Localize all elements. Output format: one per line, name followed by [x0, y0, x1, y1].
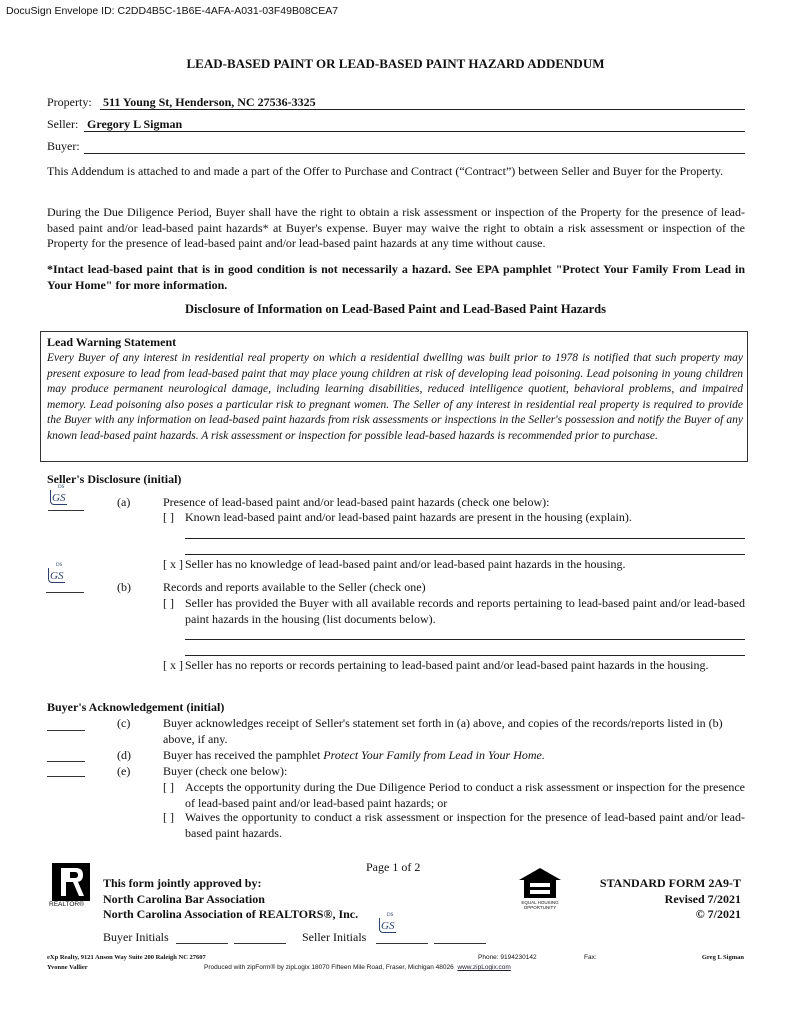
- item-b-label: (b): [117, 580, 131, 594]
- equal-housing-text: EQUAL HOUSING OPPORTUNITY: [521, 900, 559, 910]
- approved-line-3: North Carolina Association of REALTORS®, Inc.: [103, 907, 359, 921]
- envelope-id: DocuSign Envelope ID: C2DD4B5C-1B6E-4AFA-A031-03F49B08CEA7: [6, 5, 339, 17]
- agency-fax: Fax:: [584, 954, 597, 961]
- item-d-label: (d): [117, 748, 131, 762]
- seller-initials-field-1[interactable]: DS GS: [381, 913, 395, 932]
- item-e-label: (e): [117, 764, 131, 778]
- item-b-text: Records and reports available to the Seller (check one): [163, 580, 426, 594]
- buyer-initials-field-2[interactable]: [234, 943, 286, 944]
- checkbox-a1[interactable]: [ ]: [163, 510, 174, 524]
- item-c-label: (c): [117, 716, 131, 730]
- buyer-field[interactable]: [84, 139, 745, 154]
- checkbox-e2[interactable]: [ ]: [163, 810, 174, 824]
- realtor-icon: [49, 862, 95, 902]
- approved-line-1: This form jointly approved by:: [103, 876, 262, 890]
- buyer-initials-label: Buyer Initials: [103, 930, 169, 944]
- property-field[interactable]: [100, 95, 745, 110]
- lead-warning-heading: Lead Warning Statement: [47, 335, 177, 349]
- ziplogix-link[interactable]: www.zipLogix.com: [457, 964, 511, 971]
- explain-line-1[interactable]: [185, 538, 745, 539]
- form-copyright: © 7/2021: [695, 907, 741, 921]
- documents-line-1[interactable]: [185, 639, 745, 640]
- zipform-produced: Produced with zipForm® by zipLogix 18070 Fifteen Mile Road, Fraser, Michigan 48026 www.zipLogix.com: [204, 964, 511, 971]
- checkbox-a2[interactable]: [ x ]: [163, 557, 183, 571]
- seller-initials-signature: GS: [52, 492, 66, 504]
- item-a2-text: Seller has no knowledge of lead-based paint and/or lead-based paint hazards in the housing.: [185, 557, 626, 571]
- document-title: LEAD-BASED PAINT OR LEAD-BASED PAINT HAZARD ADDENDUM: [186, 56, 605, 71]
- disclosure-heading: Disclosure of Information on Lead-Based Paint and Lead-Based Paint Hazards: [185, 302, 606, 316]
- seller-label: Seller:: [47, 117, 79, 131]
- addendum-intro: This Addendum is attached to and made a part of the Offer to Purchase and Contract (“Contract”) between Seller and Buyer for the Property.: [47, 164, 724, 178]
- checkbox-e1[interactable]: [ ]: [163, 780, 174, 794]
- explain-line-2[interactable]: [185, 554, 745, 555]
- equal-housing-icon: [515, 866, 565, 900]
- buyer-initial-d[interactable]: [47, 761, 85, 762]
- checkbox-b2[interactable]: [ x ]: [163, 658, 183, 672]
- item-a-text: Presence of lead-based paint and/or lead-based paint hazards (check one below):: [163, 495, 550, 509]
- lead-warning-body: Every Buyer of any interest in residential real property on which a residential dwelling was built prior to 1978 is notified that such property may present exposure to lead from lead-based paint that may place young children at risk of developing lead poisoning. Lead poisoning in young children may produce permanent neurological damage, including learning disabilities, reduced intelligence quotient, behavioral problems, and impaired memory. Lead poisoning also poses a particular risk to pregnant women. The Seller of any interest in residential real property is required to provide the Buyer with any information on lead-based paint hazards from risk assessments or inspections in the Seller's possession and notify the Buyer of any known lead-based paint hazards. A risk assessment or inspection for possible lead-based hazards is recommended prior to purchase.: [47, 352, 743, 442]
- seller-initials-signature: GS: [50, 570, 64, 582]
- approved-line-2: North Carolina Bar Association: [103, 892, 265, 906]
- form-revised: Revised 7/2021: [664, 892, 741, 906]
- seller-initial-b[interactable]: DS GS: [50, 563, 64, 582]
- item-a1-text: Known lead-based paint and/or lead-based paint hazards are present in the housing (explain).: [185, 510, 632, 524]
- property-value: 511 Young St, Henderson, NC 27536-3325: [103, 95, 316, 109]
- seller-initials-field-2[interactable]: [434, 943, 486, 944]
- realtor-logo-text: REALTOR®: [49, 901, 84, 908]
- seller-field[interactable]: [84, 117, 745, 132]
- epa-note: *Intact lead-based paint that is in good condition is not necessarily a hazard. See EPA pamphlet "Protect Your Family From Lead in Your Home" for more information.: [47, 262, 745, 292]
- due-diligence-paragraph: During the Due Diligence Period, Buyer shall have the right to obtain a risk assessment or inspection of the Property for the presence of lead-based paint and/or lead-based paint hazards* at Buyer's expense. Buyer may waive the right to obtain a risk assessment or inspection of the Property for the presence of lead-based paint and/or lead-based paint hazards at any time without cause.: [47, 205, 745, 250]
- seller-initial-a[interactable]: DS GS: [52, 485, 66, 504]
- equal-housing-logo: [515, 866, 565, 912]
- buyer-label: Buyer:: [47, 139, 80, 153]
- item-e1-text: Accepts the opportunity during the Due Diligence Period to conduct a risk assessment or inspection for the presence of lead-based paint and/or lead-based paint hazards; or: [185, 780, 745, 810]
- checkbox-b1[interactable]: [ ]: [163, 596, 174, 610]
- item-e2-text: Waives the opportunity to conduct a risk assessment or inspection for the presence of lead-based paint and/or lead-based paint hazards.: [185, 810, 745, 840]
- seller-disclosure-heading: Seller's Disclosure (initial): [47, 472, 182, 486]
- lead-warning-box: [40, 331, 748, 462]
- agency-info: eXp Realty, 9121 Anson Way Suite 200 Raleigh NC 27607: [47, 954, 206, 961]
- buyer-ack-heading: Buyer's Acknowledgement (initial): [47, 700, 225, 714]
- item-b1-text: Seller has provided the Buyer with all available records and reports pertaining to lead-based paint and/or lead-based paint hazards in the housing (list documents below).: [185, 596, 745, 626]
- item-d-text: Buyer has received the pamphlet Protect Your Family from Lead in Your Home.: [163, 748, 545, 762]
- property-label: Property:: [47, 95, 92, 109]
- agent-name: Yvonne Vallier: [47, 964, 88, 971]
- seller-value: Gregory L Sigman: [87, 117, 183, 131]
- item-a-label: (a): [117, 495, 131, 509]
- pamphlet-title: Protect Your Family from Lead in Your Home.: [323, 748, 545, 762]
- page-number: Page 1 of 2: [366, 860, 421, 874]
- documents-line-2[interactable]: [185, 655, 745, 656]
- item-c-text: Buyer acknowledges receipt of Seller's statement set forth in (a) above, and copies of the records/reports listed in (b) above, if any.: [163, 716, 723, 746]
- file-name: Greg L Sigman: [701, 954, 744, 961]
- seller-initials-label: Seller Initials: [302, 930, 367, 944]
- item-e-text: Buyer (check one below):: [163, 764, 288, 778]
- item-b2-text: Seller has no reports or records pertaining to lead-based paint and/or lead-based paint hazards in the housing.: [185, 658, 709, 672]
- buyer-initial-e[interactable]: [47, 776, 85, 777]
- form-number: STANDARD FORM 2A9-T: [599, 876, 741, 890]
- seller-initials-footer-signature: GS: [381, 920, 395, 932]
- buyer-initials-field-1[interactable]: [176, 943, 228, 944]
- realtor-logo: [49, 862, 95, 908]
- buyer-initial-c[interactable]: [47, 730, 85, 731]
- agency-phone: Phone: 9194230142: [478, 954, 537, 961]
